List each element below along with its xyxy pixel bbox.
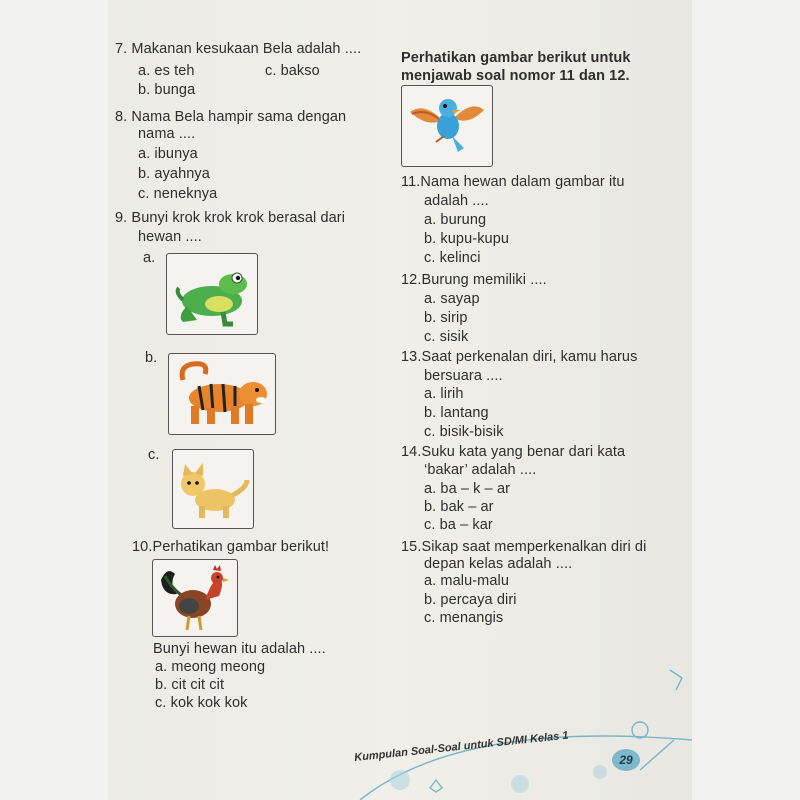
q10-question: 10.Perhatikan gambar berikut! — [132, 539, 330, 555]
q12-option-b: b. sirip — [424, 310, 468, 326]
q13-question-line2: bersuara .... — [424, 368, 503, 384]
q15-question-line1: 15.Sikap saat memperkenalkan diri di — [401, 539, 647, 555]
frog-image — [166, 253, 258, 335]
q8-option-b: b. ayahnya — [138, 166, 210, 182]
q8-question-line2: nama .... — [138, 126, 196, 142]
q10-option-c: c. kok kok kok — [155, 695, 248, 711]
q12-option-c: c. sisik — [424, 329, 469, 345]
q15-option-a: a. malu-malu — [424, 573, 510, 589]
q10-prompt: Bunyi hewan itu adalah .... — [153, 641, 326, 657]
q9-option-b: b. — [145, 350, 158, 366]
q9-option-c: c. — [148, 447, 160, 463]
q13-option-b: b. lantang — [424, 405, 489, 421]
q9-question-line1: 9. Bunyi krok krok krok berasal dari — [115, 210, 346, 226]
q10-option-b: b. cit cit cit — [155, 677, 225, 693]
q8-option-a: a. ibunya — [138, 146, 198, 162]
q9-option-a: a. — [143, 250, 156, 266]
q7-question: 7. Makanan kesukaan Bela adalah .... — [115, 41, 362, 57]
q15-option-b: b. percaya diri — [424, 592, 517, 608]
rooster-icon — [153, 560, 237, 636]
q8-question-line1: 8. Nama Bela hampir sama dengan — [115, 109, 347, 125]
q14-option-b: b. bak – ar — [424, 499, 494, 515]
q9-question-line2: hewan .... — [138, 229, 202, 245]
tiger-icon — [169, 354, 275, 434]
q7-option-b: b. bunga — [138, 82, 196, 98]
q7-option-c: c. bakso — [265, 63, 320, 79]
cat-image — [172, 449, 254, 529]
q14-option-c: c. ba – kar — [424, 517, 493, 533]
bird-icon — [402, 86, 492, 166]
q14-question-line1: 14.Suku kata yang benar dari kata — [401, 444, 626, 460]
instruction-line1: Perhatikan gambar berikut untuk — [401, 50, 631, 66]
q11-option-c: c. kelinci — [424, 250, 481, 266]
q12-option-a: a. sayap — [424, 291, 480, 307]
decorative-doodles — [340, 660, 692, 800]
q15-option-c: c. menangis — [424, 610, 504, 626]
q8-option-c: c. neneknya — [138, 186, 218, 202]
q13-question-line1: 13.Saat perkenalan diri, kamu harus — [401, 349, 638, 365]
q10-option-a: a. meong meong — [155, 659, 266, 675]
rooster-image — [152, 559, 238, 637]
q13-option-c: c. bisik-bisik — [424, 424, 504, 440]
instruction-line2: menjawab soal nomor 11 dan 12. — [401, 68, 630, 84]
cat-icon — [173, 450, 253, 528]
q14-option-a: a. ba – k – ar — [424, 481, 511, 497]
q11-option-a: a. burung — [424, 212, 487, 228]
footer-book-title: Kumpulan Soal-Soal untuk SD/MI Kelas 1 — [353, 729, 569, 764]
q11-option-b: b. kupu-kupu — [424, 231, 510, 247]
q12-question: 12.Burung memiliki .... — [401, 272, 547, 288]
q13-option-a: a. lirih — [424, 386, 464, 402]
frog-icon — [167, 254, 257, 334]
bird-image — [401, 85, 493, 167]
q14-question-line2: ‘bakar’ adalah .... — [424, 462, 537, 478]
page-number-badge: 29 — [612, 749, 640, 771]
q7-option-a: a. es teh — [138, 63, 195, 79]
q11-question-line2: adalah .... — [424, 193, 489, 209]
q11-question-line1: 11.Nama hewan dalam gambar itu — [401, 174, 625, 190]
tiger-image — [168, 353, 276, 435]
q15-question-line2: depan kelas adalah .... — [424, 556, 573, 572]
